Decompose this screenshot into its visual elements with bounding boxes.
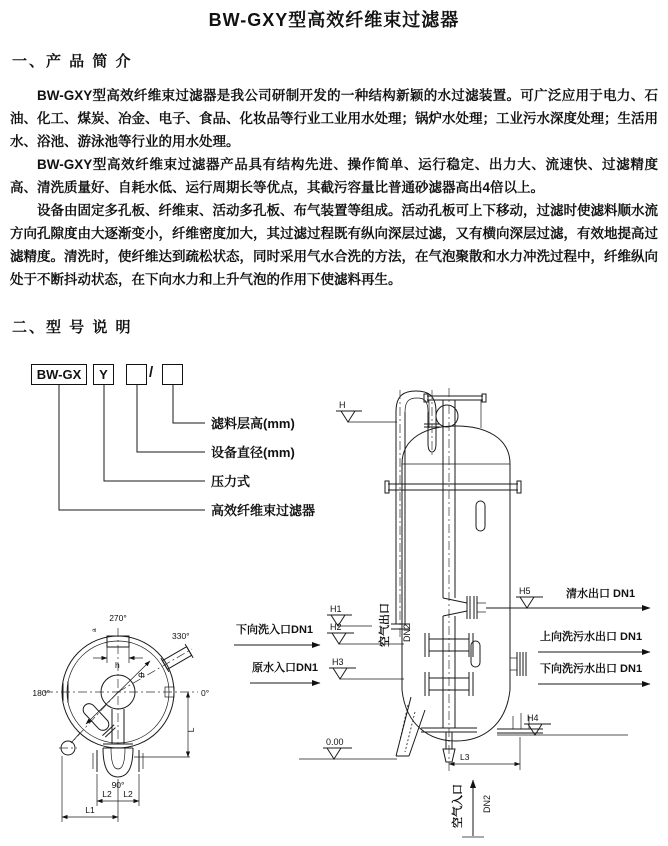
intro-paragraph-1: BW-GXY型高效纤维束过滤器是我公司研制开发的一种结构新颖的水过滤装置。可广泛应用于电力、石油、化工、煤炭、冶金、电子、食品、化妆品等行业工业用水处理；锅炉水处理；工业污水深度处理；生活用水、浴池、游泳池等行业的用水处理。 [10, 88, 658, 149]
intro-paragraph-3: 设备由固定多孔板、纤维束、活动多孔板、布气装置等组成。活动孔板可上下移动，过滤时使滤料顺水流方向孔隙度由大逐渐变小，纤维密度加大，其过滤过程既有纵向深层过滤，又有横向深层过滤，有效地提高过滤精度。清洗时，使纤维达到疏松状态，同时采用气水合洗的方法，在气泡聚散和水力冲洗过程中，纤维纵向处于不断抖动状态，在下向水力和上升气泡的作用下使滤料再生。 [10, 203, 658, 287]
label-clean-water-outlet: 清水出口 DN1 [566, 588, 636, 600]
intro-text-block [10, 84, 658, 291]
model-code-box-series: BW-GX [31, 364, 87, 385]
leader-label-diameter: 设备直径(mm) [211, 445, 295, 460]
leader-label-pressure: 压力式 [211, 474, 251, 489]
topview-angle-330: 330° [172, 631, 190, 641]
model-leader-lines [59, 385, 315, 518]
label-air-inlet: 空气入口 [452, 784, 464, 828]
top-view-drawing [32, 613, 209, 822]
connection-labels [234, 586, 650, 837]
section1-heading: 一、产 品 简 介 [12, 53, 133, 70]
topview-angle-90: 90° [111, 780, 125, 790]
topview-dim-phi: Φ [138, 670, 145, 680]
label-raw-water-inlet: 原水入口DN1 [252, 662, 319, 674]
leader-label-filter: 高效纤维束过滤器 [211, 503, 316, 518]
level-label-h5: H5 [519, 586, 531, 596]
model-code-slash: / [149, 364, 154, 381]
label-air-outlet-dn2: DN2 [402, 623, 412, 643]
label-air-outlet: 空气出口 [379, 603, 391, 647]
topview-dim-a: a [91, 628, 98, 632]
technical-drawing [0, 340, 668, 846]
label-up-wash-drain: 上向洗污水出口 DN1 [540, 631, 643, 643]
topview-angle-0: 0° [201, 688, 210, 698]
gooseneck-pipe [391, 390, 440, 643]
topview-angle-270: 270° [109, 613, 127, 623]
sideview-dim-l3: L3 [460, 752, 470, 762]
section2-heading: 二、型 号 说 明 [12, 319, 133, 336]
level-label-h4: H4 [527, 713, 539, 723]
model-code-box-type: Y [93, 364, 114, 385]
page-title: BW-GXY型高效纤维束过滤器 [208, 10, 460, 30]
label-down-wash-inlet: 下向洗入口DN1 [236, 624, 314, 636]
side-view-drawing [234, 388, 650, 837]
leader-label-media-height: 滤料层高(mm) [211, 416, 295, 431]
topview-dim-l2-left: L2 [102, 789, 112, 799]
label-down-wash-drain: 下向洗污水出口 DN1 [540, 663, 643, 675]
level-label-zero: 0.00 [326, 737, 344, 747]
topview-angle-180: 180° [32, 688, 50, 698]
intro-paragraph-2: BW-GXY型高效纤维束过滤器产品具有结构先进、操作简单、运行稳定、出力大、流速快、过滤精度高、清洗质量好、自耗水低、运行周期长等优点，其截污容量比普通砂滤器高出4倍以上。 [10, 157, 658, 195]
central-pipe [443, 388, 486, 772]
label-air-inlet-dn2: DN2 [482, 794, 492, 814]
level-label-h2: H2 [330, 622, 342, 632]
level-label-h: H [339, 400, 346, 410]
bottom-drain [421, 713, 543, 762]
topview-dim-l1: L1 [85, 805, 95, 815]
topview-dim-h: h [115, 660, 120, 670]
topview-dim-l2-right: L2 [123, 789, 133, 799]
topview-dim-l: L [186, 727, 196, 733]
level-label-h1: H1 [330, 604, 342, 614]
level-label-h3: H3 [332, 657, 344, 667]
level-markers [299, 400, 628, 759]
internal-nozzles [425, 633, 526, 696]
